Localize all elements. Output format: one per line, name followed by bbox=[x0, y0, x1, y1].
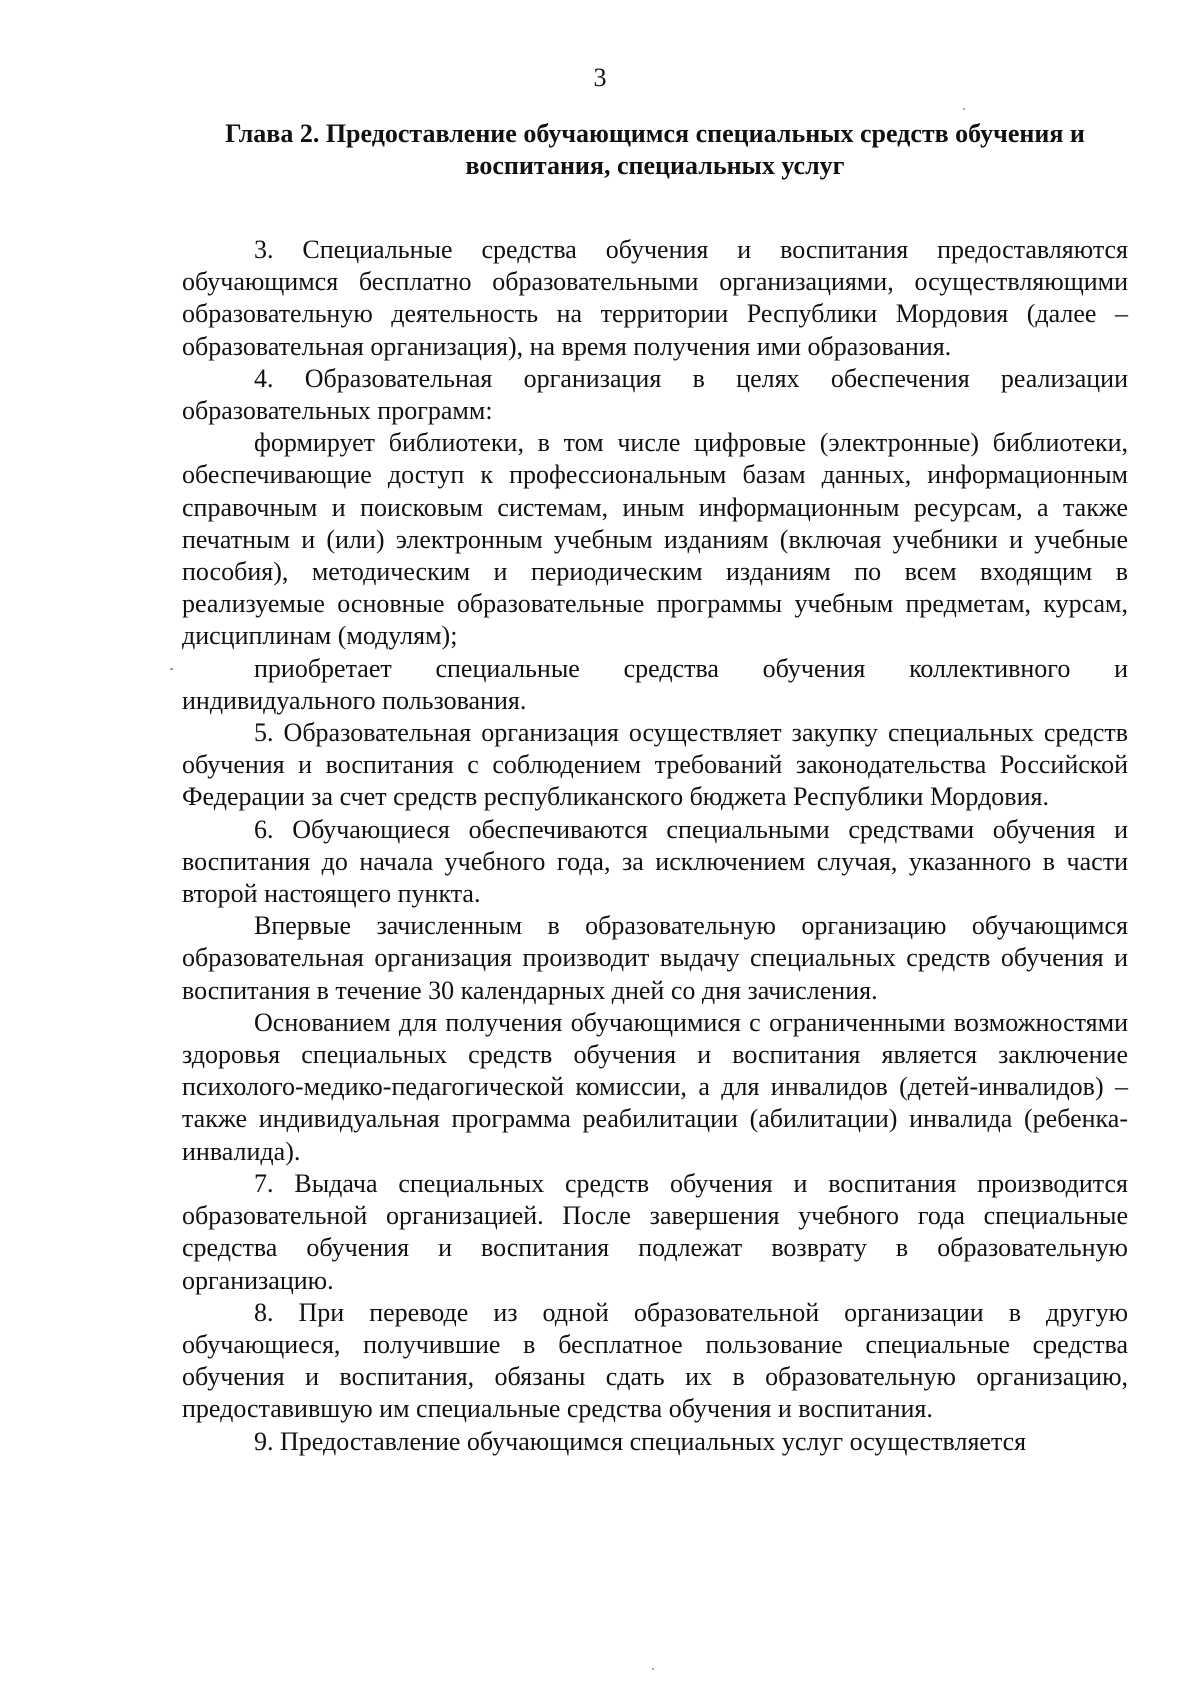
paragraph-9: 9. Предоставление обучающимся специальных услуг осуществляется bbox=[254, 1426, 1027, 1456]
paragraph-6: 6. Обучающиеся обеспечиваются специальными средствами обучения и воспитания до начала учебного года, за исключением случая, указанного в части второй настоящего пункта. bbox=[182, 814, 1128, 909]
paragraph-5: 5. Образовательная организация осуществляет закупку специальных средств обучения и воспитания с соблюдением требований законодательства Российской Федерации за счет средств республиканского бюджета Республики Мордовия. bbox=[182, 718, 1128, 812]
scan-speck bbox=[652, 1668, 654, 1670]
scan-speck bbox=[963, 108, 965, 110]
paragraph-8: 8. При переводе из одной образовательной организации в другую обучающиеся, получившие в бесплатное пользование специальные средства обучения и воспитания, обязаны сдать их в образовательную организацию, предоставившую им специальные средства обучения и воспитания. bbox=[182, 1297, 1128, 1424]
paragraph-6-part-2: Впервые зачисленным в образовательную организацию обучающимся образовательная организация производит выдачу специальных средств обучения и воспитания в течение 30 календарных дней со дня зачисления. bbox=[182, 911, 1128, 1005]
paragraph-6-part-3: Основанием для получения обучающимися с ограниченными возможностями здоровья специальных средств обучения и воспитания является заключение психолого-медико-педагогической комиссии, а для инвалидов (детей-инвалидов) – также индивидуальная программа реабилитации (абилитации) инвалида (ребенка-инвалида). bbox=[182, 1007, 1128, 1166]
paragraph-4-acquires: приобретает специальные средства обучения коллективного и индивидуального пользования. bbox=[182, 653, 1128, 715]
paragraph-4-libraries: формирует библиотеки, в том числе цифровые (электронные) библиотеки, обеспечивающие доступ к профессиональным базам данных, информационным справочным и поисковым системам, иным информационным ресурсам, а также печатным и (или) электронным учебным изданиям (включая учебники и учебные пособия), методическим и периодическим изданиям по всем входящим в реализуемые основные образовательные программы учебным предметам, курсам, дисциплинам (модулям); bbox=[182, 428, 1128, 651]
document-body bbox=[182, 118, 1128, 1458]
paragraph-4: 4. Образовательная организация в целях обеспечения реализации образовательных программ: bbox=[182, 363, 1128, 426]
paragraph-7: 7. Выдача специальных средств обучения и воспитания производится образовательной организацией. После завершения учебного года специальные средства обучения и воспитания подлежат возврату в образовательную организацию. bbox=[182, 1168, 1128, 1295]
scan-speck bbox=[170, 668, 173, 670]
paragraph-3: 3. Специальные средства обучения и воспитания предоставляются обучающимся бесплатно образовательными организациями, осуществляющими образовательную деятельность на территории Республики Мордовия (далее – образовательная организация), на время получения ими образования. bbox=[182, 235, 1128, 361]
page-number: 3 bbox=[593, 63, 607, 92]
chapter-title: Глава 2. Предоставление обучающимся специальных средств обучения и воспитания, специальных услуг bbox=[225, 119, 1085, 180]
